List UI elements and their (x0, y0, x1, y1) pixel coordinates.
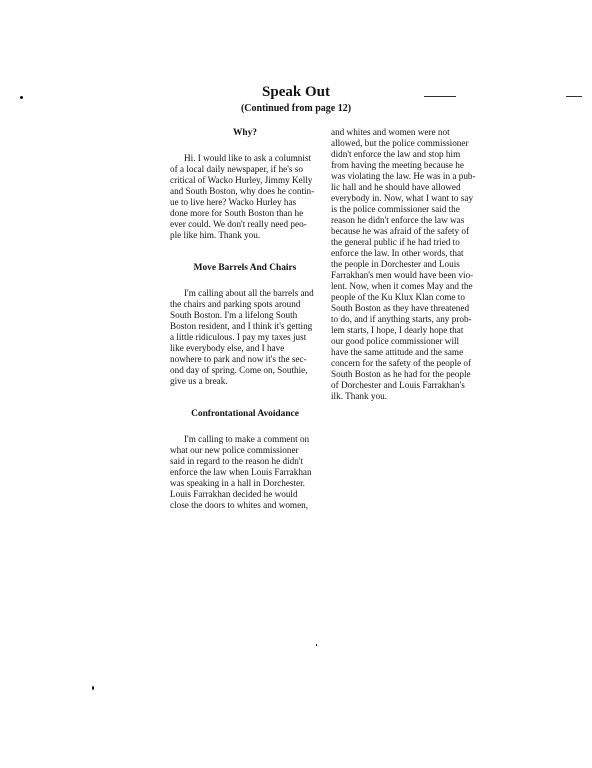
section-heading: Move Barrels And Chairs (193, 263, 297, 273)
section-heading: Confrontational Avoidance (191, 409, 299, 419)
section-body: I'm calling about all the barrels and the chairs and parking spots around South Boston. I'm a lifelong South Boston resident, and I think it's getting a little ridiculous. I pay my taxes just like everybody else, and I have nowhere to park and now it's the sec- ond day of spring. Come on, Southie, give us a break. (170, 288, 314, 386)
scan-speck (92, 686, 94, 690)
scan-dash (424, 96, 456, 97)
page-title: Speak Out (262, 84, 330, 100)
scan-speck (316, 644, 317, 646)
section-why (170, 128, 320, 241)
scan-speck (20, 96, 23, 99)
section-move-barrels (170, 263, 320, 387)
section-heading: Why? (233, 128, 257, 138)
continued-body: and whites and women were not allowed, but the police commissioner didn't enforce the law and stop him from having the meeting because he was violating the law. He was in a pub- lic hall and he should have allowed everybody in. Now, what I want to say is the police commissioner said the reason he didn't enforce the law was because he was afraid of the safety of the general public if he had tried to enforce the law. In other words, that the people in Dorchester and Louis Farrakhan's men would have been vio- lent. Now, when it comes May and the people of the Ku Klux Klan come to South Boston as they have threatened to do, and if anything starts, any prob- lem starts, I hope, I dearly hope that our good police commissioner will have the same attitude and the same concern for the safety of the people of South Boston as he had for the people of Dorchester and Louis Farrakhan's ilk. Thank you. (331, 127, 476, 401)
left-column (170, 128, 320, 533)
section-body: Hi. I would like to ask a columnist of a local daily newspaper, if he's so critical of Wacko Hurley, Jimmy Kelly and South Boston, why does he contin- ue to live here? Wacko Hurley has done more for South Boston than he ever could. We don't really need peo- ple like him. Thank you. (170, 153, 315, 240)
page-subtitle: (Continued from page 12) (240, 103, 352, 114)
scan-dash (566, 96, 582, 97)
section-body: I'm calling to make a comment on what our new police commissioner said in regard to the reason he didn't enforce the law when Louis Farrakhan was speaking in a hall in Dorchester. Louis Farrakhan decided he would close the doors to whites and women, (170, 434, 312, 510)
section-confrontational-avoidance (170, 409, 320, 511)
right-column (331, 127, 481, 402)
